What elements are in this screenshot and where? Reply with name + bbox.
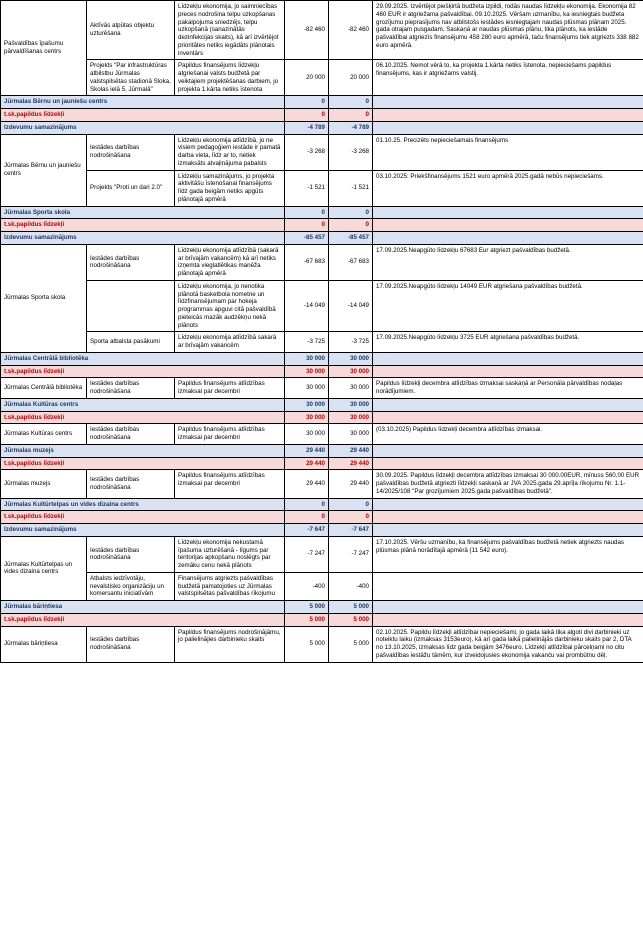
amount2-cell: 30 000 xyxy=(329,424,373,445)
summary-note xyxy=(373,524,643,537)
amount2-cell: -1 521 xyxy=(329,170,373,206)
summary-label: t.sk.papildus līdzekļi xyxy=(1,219,285,232)
table-row xyxy=(1,280,643,332)
note-cell: (03.10.2025) Papildus līdzekļi decembra atlīdzības izmaksai. xyxy=(373,424,643,445)
summary-label: Jūrmalas bāriņtiesa xyxy=(1,601,285,614)
table-row xyxy=(1,626,643,662)
summary-row xyxy=(1,613,643,626)
summary-amount2: 0 xyxy=(329,96,373,109)
amount2-cell: -3 268 xyxy=(329,134,373,170)
summary-amount1: 30 000 xyxy=(285,411,329,424)
summary-note xyxy=(373,232,643,245)
note-cell: 17.10.2025. Vēršu uzmanību, ka finansējums pašvaldības budžetā netiek atgriezts naudas plūsmas plānā norādītajā apmērā (11 542 euro). xyxy=(373,536,643,572)
summary-amount2: 29 440 xyxy=(329,444,373,457)
note-cell: 01.10.25. Precizēts nepieciešamais finansējums xyxy=(373,134,643,170)
reason-cell: Finansējums atgriezts pašvaldības budžetā pamatojoties uz Jūrmalas valstspilsētas pašvaldības rīkojumu xyxy=(175,572,285,600)
summary-note xyxy=(373,121,643,134)
note-cell: Papildus līdzekļi decembra atlīdzības izmaksai saskaņā ar Personāla pārvaldības nodaļas norādījumiem. xyxy=(373,378,643,399)
summary-amount2: 0 xyxy=(329,206,373,219)
table-row xyxy=(1,244,643,280)
amount1-cell: -14 049 xyxy=(285,280,329,332)
entity-cell: Jūrmalas Sporta skola xyxy=(1,244,87,352)
amount2-cell: -14 049 xyxy=(329,280,373,332)
table-row xyxy=(1,1,643,60)
summary-label: Jūrmalas Sporta skola xyxy=(1,206,285,219)
summary-amount2: 30 000 xyxy=(329,365,373,378)
amount1-cell: -67 683 xyxy=(285,244,329,280)
entity-cell: Jūrmalas Centrālā bibliotēka xyxy=(1,378,87,399)
summary-amount2: -7 647 xyxy=(329,524,373,537)
table-row xyxy=(1,572,643,600)
entity-cell: Jūrmalas bāriņtiesa xyxy=(1,626,87,662)
table-row xyxy=(1,170,643,206)
summary-label: Izdevumu samazinājums xyxy=(1,121,285,134)
activity-cell: Iestādes darbības nodrošināšana xyxy=(87,626,175,662)
summary-note xyxy=(373,365,643,378)
summary-label: Jūrmalas Bērnu un jauniešu centrs xyxy=(1,96,285,109)
amount2-cell: -82 460 xyxy=(329,1,373,60)
summary-row xyxy=(1,121,643,134)
activity-cell: Iestādes darbības nodrošināšana xyxy=(87,378,175,399)
summary-note xyxy=(373,498,643,511)
summary-row xyxy=(1,601,643,614)
summary-label: t.sk.papildus līdzekļi xyxy=(1,365,285,378)
summary-note xyxy=(373,109,643,122)
summary-amount2: 0 xyxy=(329,498,373,511)
amount1-cell: -82 460 xyxy=(285,1,329,60)
summary-label: t.sk.papildus līdzekļi xyxy=(1,411,285,424)
summary-note xyxy=(373,601,643,614)
table-row xyxy=(1,470,643,498)
summary-amount1: 30 000 xyxy=(285,398,329,411)
amount2-cell: 30 000 xyxy=(329,378,373,399)
summary-amount2: 29 440 xyxy=(329,457,373,470)
table-row xyxy=(1,332,643,353)
note-cell: 30.09.2025. Papildus līdzekļi decembra atlīdzības izmaksai 30 000.00EUR, mīnuss 560,00 EUR pašvaldības budžetā atgriezti līdzekļi saskaņā ar JVA 2025.gada 29.aprīļa rīkojumu Nr. 1.1-14/2025/108 "Par grozījumiem 2025.gada pašvaldības budžetā". xyxy=(373,470,643,498)
summary-row xyxy=(1,498,643,511)
summary-amount1: -4 789 xyxy=(285,121,329,134)
reason-cell: Līdzekļu ekonomija, jo saimniecības preces nodrošina telpu uzkopšanas pakalpojuma sniedzējs, telpu uzkopšanā (sanazinātās dezinfekcijas skaits), kā arī izvērtējot prioritātes netiks iegādāts plānotais inventārs xyxy=(175,1,285,60)
table-row xyxy=(1,536,643,572)
summary-note xyxy=(373,96,643,109)
summary-row xyxy=(1,219,643,232)
summary-label: Jūrmalas Kultūras centrs xyxy=(1,398,285,411)
summary-amount1: 0 xyxy=(285,109,329,122)
summary-amount1: 30 000 xyxy=(285,365,329,378)
amount2-cell: -3 725 xyxy=(329,332,373,353)
note-cell: 17.09.2025.Neapgūto līdzekļu 67683 Eur atgriezt pašvaldības budžetā. xyxy=(373,244,643,280)
summary-amount2: 30 000 xyxy=(329,398,373,411)
reason-cell: Papildus finansējums atlīdzības izmaksai par decembri xyxy=(175,378,285,399)
summary-row xyxy=(1,109,643,122)
summary-note xyxy=(373,398,643,411)
note-cell: 02.10.2025. Papildu līdzekļi atlīdzībai nepieciešami, jo gada laikā tika algoti divi darbinieki uz noteiktu laiku (izmaksas 3153euro), kā arī gada laikā palielinājās darbinieku skaits par 2, DTA no 13.10.2025, izmaksas līdz gada beigām 3476euro. Līdzekļi atlīdzībai pārcelņami no citu pašvaldības iestāžu tāmēm, kur izveidojusies ekonomija vakanču vai prombūtnu dēļ. xyxy=(373,626,643,662)
activity-cell: Iestādes darbības nodrošināšana xyxy=(87,470,175,498)
summary-row xyxy=(1,352,643,365)
summary-amount2: 30 000 xyxy=(329,411,373,424)
summary-amount1: -85 457 xyxy=(285,232,329,245)
table-row xyxy=(1,424,643,445)
summary-label: Jūrmalas Centrālā bibliotēka xyxy=(1,352,285,365)
activity-cell: Iestādes darbības nodrošināšana xyxy=(87,424,175,445)
summary-row xyxy=(1,365,643,378)
summary-label: t.sk.papildus līdzekļi xyxy=(1,457,285,470)
amount1-cell: -3 725 xyxy=(285,332,329,353)
amount1-cell: -3 268 xyxy=(285,134,329,170)
summary-note xyxy=(373,411,643,424)
amount1-cell: 5 000 xyxy=(285,626,329,662)
summary-amount1: 29 440 xyxy=(285,444,329,457)
summary-amount1: -7 647 xyxy=(285,524,329,537)
amount2-cell: -400 xyxy=(329,572,373,600)
summary-amount2: -4 789 xyxy=(329,121,373,134)
summary-amount1: 5 000 xyxy=(285,613,329,626)
entity-cell: Pašvaldības īpašumu pārvaldīšanas centrs xyxy=(1,1,87,96)
summary-amount2: 30 000 xyxy=(329,352,373,365)
summary-amount1: 30 000 xyxy=(285,352,329,365)
reason-cell: Līdzekļu ekonomija atlīdzībā (sakarā ar brīvajām vakancēm) kā arī netiks izņemta vieglatlētikas manēža plānotajā apmērā xyxy=(175,244,285,280)
reason-cell: Papildus finansējums atlīdzības izmaksai par decembri xyxy=(175,470,285,498)
activity-cell: Iestādes darbības nodrošināšana xyxy=(87,244,175,280)
amount2-cell: -67 683 xyxy=(329,244,373,280)
note-cell: 06.10.2025. Nemot vērā to, ka projekta 1.kārta netiks īstenota, nepieciešams papildus finansējums, kas ir atgriežams valstij. xyxy=(373,60,643,96)
summary-label: t.sk.papildus līdzekļi xyxy=(1,109,285,122)
amount1-cell: -7 247 xyxy=(285,536,329,572)
summary-amount1: 5 000 xyxy=(285,601,329,614)
summary-row xyxy=(1,206,643,219)
note-cell: 17.09.2025.Neapgūto līdzekļu 14049 EUR atgriešana pašvaldības budžetā. xyxy=(373,280,643,332)
entity-cell: Jūrmalas Kultūras centrs xyxy=(1,424,87,445)
summary-amount1: 0 xyxy=(285,498,329,511)
amount2-cell: -7 247 xyxy=(329,536,373,572)
summary-note xyxy=(373,511,643,524)
summary-note xyxy=(373,352,643,365)
activity-cell: Sporta atbalsta pasākumi xyxy=(87,332,175,353)
reason-cell: Papildus finansējums atlīdzības izmaksai par decembri xyxy=(175,424,285,445)
table-row xyxy=(1,60,643,96)
amount2-cell: 5 000 xyxy=(329,626,373,662)
activity-cell xyxy=(87,280,175,332)
activity-cell: Projekts "Par infrastruktūras atbilstbu Jūrmalas valstspilsētas stadionā Sloka, Skolas ielā 5, Jūrmalā" xyxy=(87,60,175,96)
note-cell xyxy=(373,572,643,600)
summary-note xyxy=(373,613,643,626)
summary-row xyxy=(1,444,643,457)
entity-cell: Jūrmalas muzejs xyxy=(1,470,87,498)
summary-row xyxy=(1,524,643,537)
activity-cell: Atbalsts iedzīvotāju, nevalstisko organizāciju un komersantu iniciatīvām xyxy=(87,572,175,600)
table-row xyxy=(1,134,643,170)
summary-note xyxy=(373,457,643,470)
reason-cell: Līdzekļu ekonomija atlīdzībā sakarā ar brīvajām vakancēm xyxy=(175,332,285,353)
reason-cell: Līdzekļu ekonomija atlīdzībā, jo ne visiem pedagoģiem iestāde ir pamatā darba vieta, līdz ar to, netiek izmaksāts atvaļinājuma pabalsts xyxy=(175,134,285,170)
reason-cell: Papildus finansējums nodrošinājāmu, jo palielinājies darbinieku skaits xyxy=(175,626,285,662)
activity-cell: Iestādes darbības nodrošināšana xyxy=(87,536,175,572)
summary-amount1: 0 xyxy=(285,219,329,232)
summary-amount2: 0 xyxy=(329,109,373,122)
summary-amount1: 0 xyxy=(285,206,329,219)
summary-note xyxy=(373,206,643,219)
summary-row xyxy=(1,398,643,411)
summary-amount2: 0 xyxy=(329,219,373,232)
entity-cell: Jūrmalas Kultūrtelpas un vides dizaina centrs xyxy=(1,536,87,600)
note-cell: 03.10.2025: Priekšfinansējums 1521 euro apmērā 2025.gadā nebūs nepieciešams. xyxy=(373,170,643,206)
amount1-cell: -400 xyxy=(285,572,329,600)
summary-amount1: 0 xyxy=(285,511,329,524)
summary-row xyxy=(1,96,643,109)
amount2-cell: 20 000 xyxy=(329,60,373,96)
reason-cell: Līdzekļu samazinājums, jo projekta aktivitāšu īstenošanai finansējums līdz gada beigām netiks apgūts plānotajā apmērā xyxy=(175,170,285,206)
summary-label: Jūrmalas muzejs xyxy=(1,444,285,457)
summary-amount2: 5 000 xyxy=(329,601,373,614)
summary-row xyxy=(1,411,643,424)
amount1-cell: -1 521 xyxy=(285,170,329,206)
note-cell: 29.09.2025. Izvērtējot piešķirtā budžeta izpildi, rodās naudas līdzekļu ekonomija. Ekonomija 82 460 EUR ir atgriežama pašvaldībai. 09.10.2025. Vēršam uzmanību, ka iesniegtais budžeta grozījumu pieprasījums nav atbilstošs iestādes iesniegtajam naudas plūsmas plānam 2025. gada otrajam pusgadam. Saskaņā ar naudas plūsmas plānu, tika plānots, ka iestāde pašvaldībai atgriezīs finansējumu 458 280 euro apmērā, taču finansējums tiek atgriezts 338 882 euro apmērā. xyxy=(373,1,643,60)
summary-amount1: 29 440 xyxy=(285,457,329,470)
reason-cell: Līdzekļu ekonomija nekustamā īpašuma uzturēšanā - līgums par teritorijas apkopšanu noslēgts par zemāku cenu nekā plānots xyxy=(175,536,285,572)
amount1-cell: 30 000 xyxy=(285,424,329,445)
summary-label: Izdevumu samazinājums xyxy=(1,232,285,245)
reason-cell: Līdzekļu ekonomija, jo nenotika plānotā basketbola nometne un līdzfinansējumam par hokeja programmas apguvi citā pašvaldībā pieteicās mazāk audzēkņu nekā plānots xyxy=(175,280,285,332)
amount1-cell: 20 000 xyxy=(285,60,329,96)
activity-cell: Projekts "Proti un dari 2.0" xyxy=(87,170,175,206)
summary-row xyxy=(1,511,643,524)
amount1-cell: 29 440 xyxy=(285,470,329,498)
summary-amount1: 0 xyxy=(285,96,329,109)
summary-label: t.sk.papildus līdzekļi xyxy=(1,613,285,626)
summary-label: Jūrmalas Kultūrtelpas un vides dizaina centrs xyxy=(1,498,285,511)
table-row xyxy=(1,378,643,399)
reason-cell: Papildus finansējums līdzekļu atgriešanai valsts budžetā par veiktajiem projektēšanas darbiem, jo projekta 1.kārta netiks īstenota xyxy=(175,60,285,96)
amount2-cell: 29 440 xyxy=(329,470,373,498)
summary-note xyxy=(373,219,643,232)
summary-row xyxy=(1,457,643,470)
note-cell: 17.09.2025.Neapgūto līdzekļu 3725 EUR atgriešana pašvaldības budžetā. xyxy=(373,332,643,353)
summary-amount2: 5 000 xyxy=(329,613,373,626)
activity-cell: Aktīvās atpūtas objektu uzturēšana xyxy=(87,1,175,60)
summary-amount2: -85 457 xyxy=(329,232,373,245)
summary-label: Izdevumu samazinājums xyxy=(1,524,285,537)
amount1-cell: 30 000 xyxy=(285,378,329,399)
table-body xyxy=(1,1,643,663)
summary-amount2: 0 xyxy=(329,511,373,524)
entity-cell: Jūrmalas Bērnu un jauniešu centrs xyxy=(1,134,87,206)
summary-row xyxy=(1,232,643,245)
activity-cell: Iestādes darbības nodrošināšana xyxy=(87,134,175,170)
summary-note xyxy=(373,444,643,457)
summary-label: t.sk.papildus līdzekļi xyxy=(1,511,285,524)
